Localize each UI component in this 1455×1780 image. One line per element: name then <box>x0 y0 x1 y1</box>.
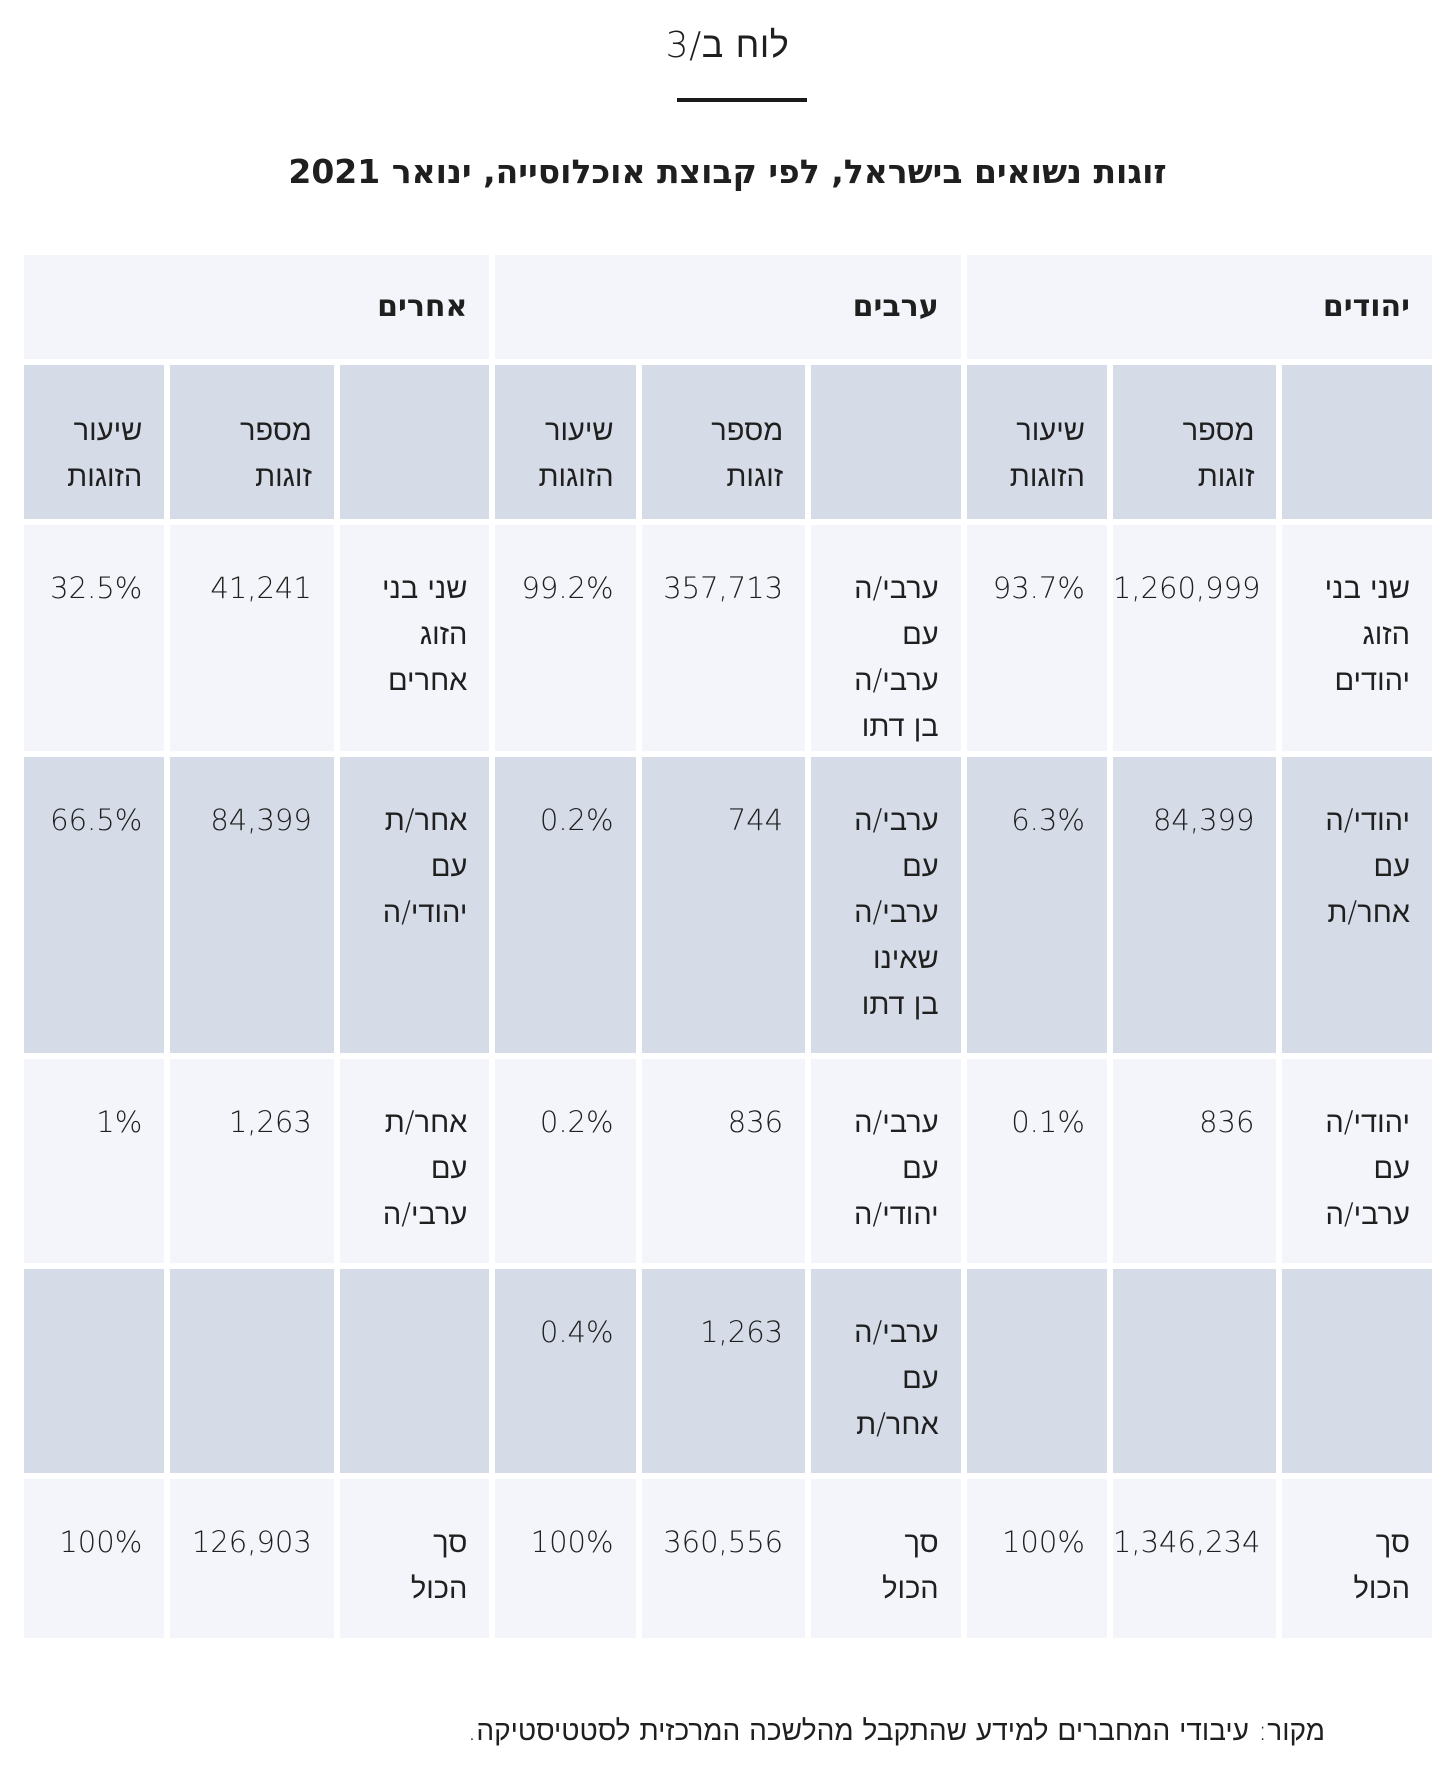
subheader-row <box>24 365 1432 525</box>
subheader-rate: שיעור הזוגות <box>24 365 164 525</box>
count-cell: 126,903 <box>170 1479 334 1644</box>
count-cell <box>170 1269 334 1479</box>
rate-cell: 100% <box>495 1479 635 1644</box>
row-label: ערבי/ה עם אחר/ת <box>811 1269 961 1479</box>
row-label: שני בני הזוג יהודים <box>1282 525 1432 757</box>
rate-cell <box>24 1269 164 1479</box>
rate-cell: 1% <box>24 1059 164 1269</box>
count-cell: 41,241 <box>170 525 334 757</box>
count-cell: 357,713 <box>642 525 806 757</box>
row-label: יהודי/ה עם אחר/ת <box>1282 757 1432 1059</box>
row-label: יהודי/ה עם ערבי/ה <box>1282 1059 1432 1269</box>
count-cell: 1,346,234 <box>1113 1479 1277 1644</box>
subheader-rate: שיעור הזוגות <box>495 365 635 525</box>
row-label: ערבי/ה עם ערבי/ה בן דתו <box>811 525 961 757</box>
subheader-count: מספר זוגות <box>170 365 334 525</box>
subheader-count: מספר זוגות <box>642 365 806 525</box>
row-label: אחר/ת עם ערבי/ה <box>340 1059 490 1269</box>
rate-cell: 66.5% <box>24 757 164 1059</box>
subheader-blank <box>811 365 961 525</box>
rate-cell: 0.2% <box>495 757 635 1059</box>
rate-cell: 32.5% <box>24 525 164 757</box>
table-row <box>24 757 1432 1059</box>
rate-cell: 100% <box>24 1479 164 1644</box>
rate-cell: 100% <box>967 1479 1107 1644</box>
table-label: לוח ב/3 <box>665 25 790 66</box>
table-row <box>24 1269 1432 1479</box>
subheader-blank <box>1282 365 1432 525</box>
table-title: זוגות נשואים בישראל, לפי קבוצת אוכלוסייה, ינואר 2021 <box>288 152 1167 191</box>
count-cell: 84,399 <box>170 757 334 1059</box>
count-cell: 1,263 <box>642 1269 806 1479</box>
rate-cell: 93.7% <box>967 525 1107 757</box>
group-header-others: אחרים <box>24 255 489 365</box>
row-label: ערבי/ה עם יהודי/ה <box>811 1059 961 1269</box>
data-table <box>18 255 1438 1644</box>
rate-cell: 0.2% <box>495 1059 635 1269</box>
subheader-count: מספר זוגות <box>1113 365 1277 525</box>
row-label: סך הכול <box>811 1479 961 1644</box>
data-table-container <box>26 255 1430 1644</box>
row-label <box>1282 1269 1432 1479</box>
rate-cell <box>967 1269 1107 1479</box>
count-cell: 1,263 <box>170 1059 334 1269</box>
total-row <box>24 1479 1432 1644</box>
count-cell <box>1113 1269 1277 1479</box>
group-header-row <box>24 255 1432 365</box>
source-footnote: מקור: עיבודי המחברים למידע שהתקבל מהלשכה המרכזית לסטטיסטיקה. <box>467 1714 1325 1747</box>
rate-cell: 6.3% <box>967 757 1107 1059</box>
subheader-rate: שיעור הזוגות <box>967 365 1107 525</box>
count-cell: 1,260,999 <box>1113 525 1277 757</box>
count-cell: 744 <box>642 757 806 1059</box>
row-label: ערבי/ה עם ערבי/ה שאינו בן דתו <box>811 757 961 1059</box>
table-row <box>24 525 1432 757</box>
row-label: סך הכול <box>340 1479 490 1644</box>
subheader-blank <box>340 365 490 525</box>
table-row <box>24 1059 1432 1269</box>
group-header-arabs: ערבים <box>495 255 960 365</box>
count-cell: 836 <box>1113 1059 1277 1269</box>
group-header-jews: יהודים <box>967 255 1432 365</box>
count-cell: 84,399 <box>1113 757 1277 1059</box>
count-cell: 360,556 <box>642 1479 806 1644</box>
rate-cell: 0.1% <box>967 1059 1107 1269</box>
row-label: אחר/ת עם יהודי/ה <box>340 757 490 1059</box>
title-rule <box>677 98 807 102</box>
row-label: שני בני הזוג אחרים <box>340 525 490 757</box>
rate-cell: 99.2% <box>495 525 635 757</box>
row-label: סך הכול <box>1282 1479 1432 1644</box>
count-cell: 836 <box>642 1059 806 1269</box>
row-label <box>340 1269 490 1479</box>
rate-cell: 0.4% <box>495 1269 635 1479</box>
